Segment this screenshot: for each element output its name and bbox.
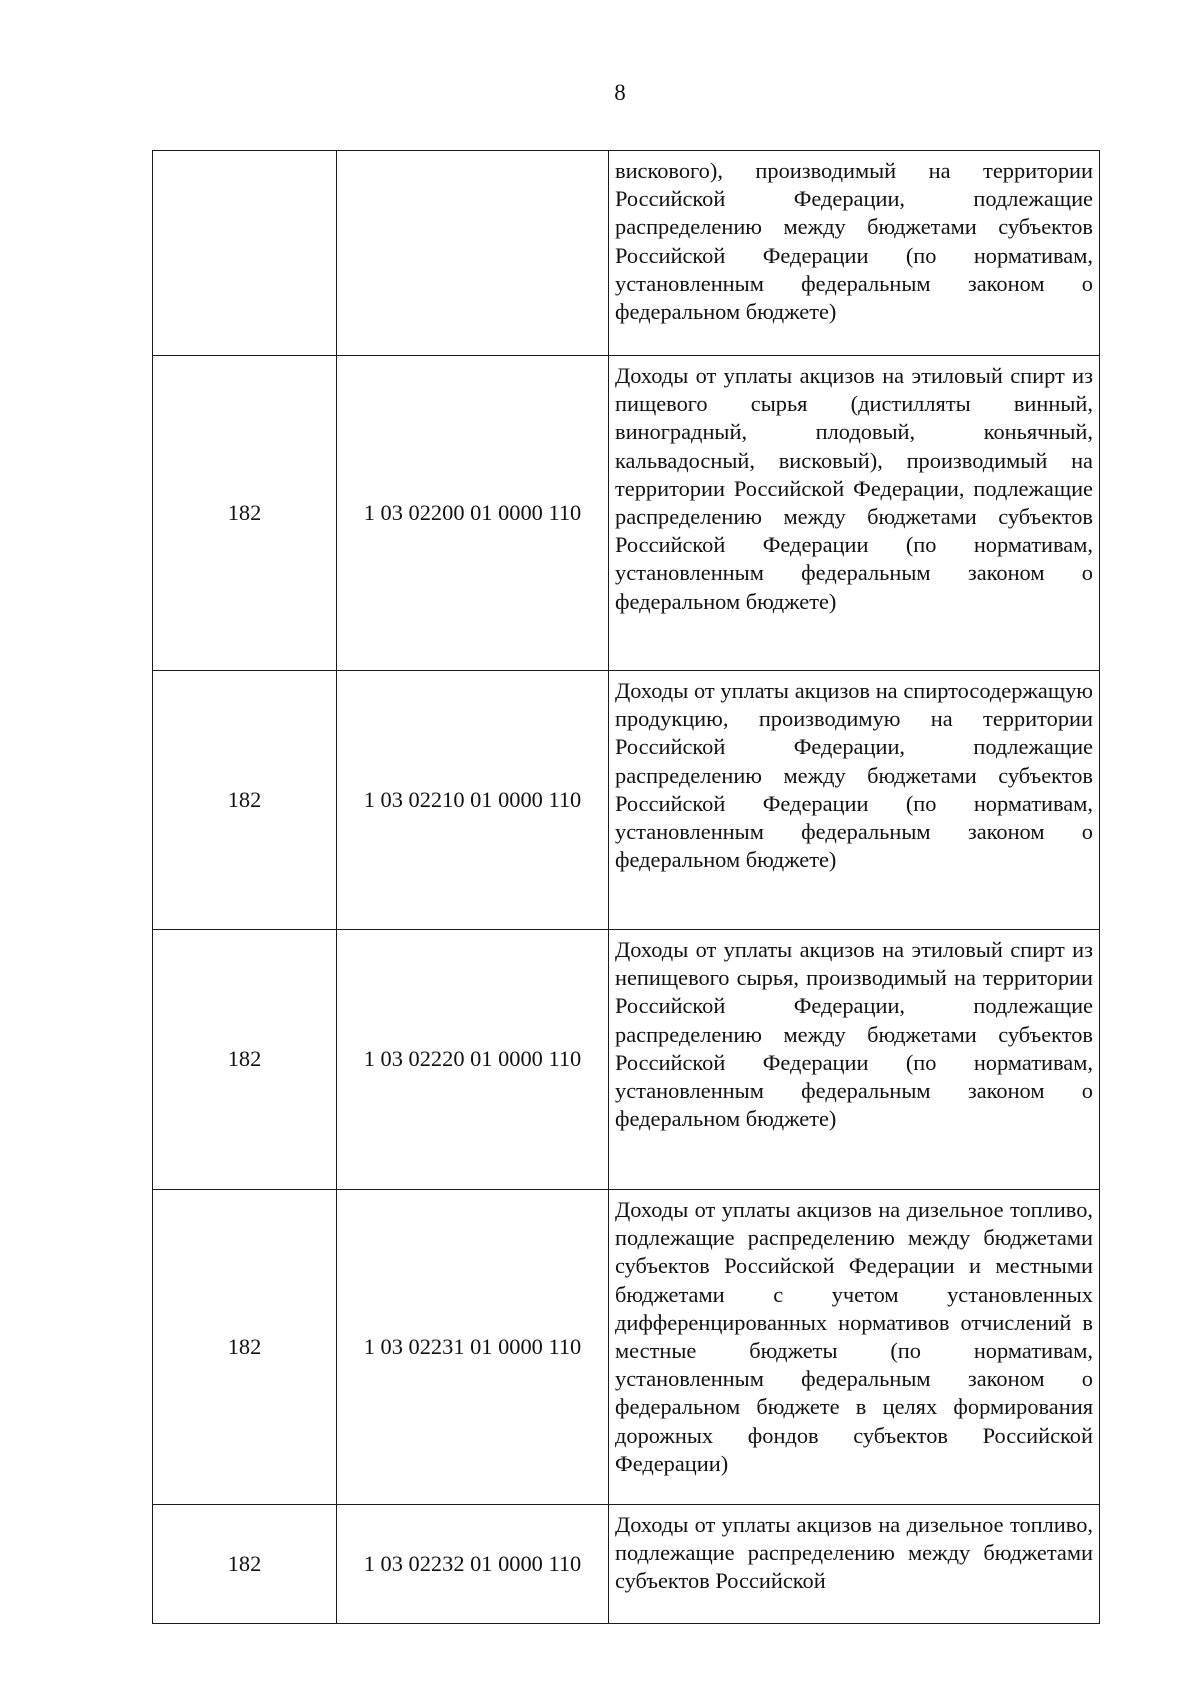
- admin-code-cell: [153, 151, 337, 356]
- revenue-name-text: Доходы от уплаты акцизов на дизельное топливо, подлежащие распределению между бюджетами субъектов Российской: [615, 1512, 1093, 1594]
- revenue-name-text: Доходы от уплаты акцизов на этиловый спирт из непищевого сырья, производимый на территории Российской Федерации, подлежащие распределению между бюджетами субъектов Российской Федерации (по нормативам, установленным федеральным законом о федеральном бюджете): [615, 937, 1093, 1132]
- budget-code-cell: 1 03 02231 01 0000 110: [337, 1190, 609, 1505]
- table-row: [153, 930, 1100, 1190]
- revenue-name-text: вискового), производимый на территории Российской Федерации, подлежащие распределению между бюджетами субъектов Российской Федерации (по нормативам, установленным федеральным законом о федеральном бюджете): [615, 158, 1093, 325]
- budget-revenue-table: [152, 150, 1100, 1624]
- revenue-name-cell: [609, 671, 1100, 930]
- revenue-name-cell: [609, 1505, 1100, 1624]
- budget-code-cell: 1 03 02200 01 0000 110: [337, 356, 609, 671]
- revenue-name-text: Доходы от уплаты акцизов на дизельное топливо, подлежащие распределению между бюджетами субъектов Российской Федерации и местными бюджетами с учетом установленных дифференцированных нормативов отчислений в местные бюджеты (по нормативам, установленным федеральным законом о федеральном бюджете в целях формирования дорожных фондов субъектов Российской Федерации): [615, 1197, 1093, 1476]
- admin-code-cell: 182: [153, 671, 337, 930]
- revenue-name-text: Доходы от уплаты акцизов на спиртосодержащую продукцию, производимую на территории Российской Федерации, подлежащие распределению между бюджетами субъектов Российской Федерации (по нормативам, установленным федеральным законом о федеральном бюджете): [615, 678, 1093, 873]
- budget-code-cell: 1 03 02232 01 0000 110: [337, 1505, 609, 1624]
- admin-code-cell: 182: [153, 1190, 337, 1505]
- admin-code-cell: 182: [153, 356, 337, 671]
- revenue-name-cell: [609, 1190, 1100, 1505]
- budget-code-cell: 1 03 02220 01 0000 110: [337, 930, 609, 1190]
- table-row: [153, 671, 1100, 930]
- page-number: 8: [614, 80, 626, 105]
- table-row: [153, 1190, 1100, 1505]
- revenue-name-text: Доходы от уплаты акцизов на этиловый спирт из пищевого сырья (дистилляты винный, виноградный, плодовый, коньячный, кальвадосный, висковый), производимый на территории Российской Федерации, подлежащие распределению между бюджетами субъектов Российской Федерации (по нормативам, установленным федеральным законом о федеральном бюджете): [615, 363, 1093, 614]
- revenue-name-cell: [609, 930, 1100, 1190]
- budget-code-cell: [337, 151, 609, 356]
- table-row: [153, 151, 1100, 356]
- table-row: [153, 1505, 1100, 1624]
- revenue-name-cell: [609, 151, 1100, 356]
- budget-code-cell: 1 03 02210 01 0000 110: [337, 671, 609, 930]
- admin-code-cell: 182: [153, 1505, 337, 1624]
- revenue-name-cell: [609, 356, 1100, 671]
- admin-code-cell: 182: [153, 930, 337, 1190]
- table-row: [153, 356, 1100, 671]
